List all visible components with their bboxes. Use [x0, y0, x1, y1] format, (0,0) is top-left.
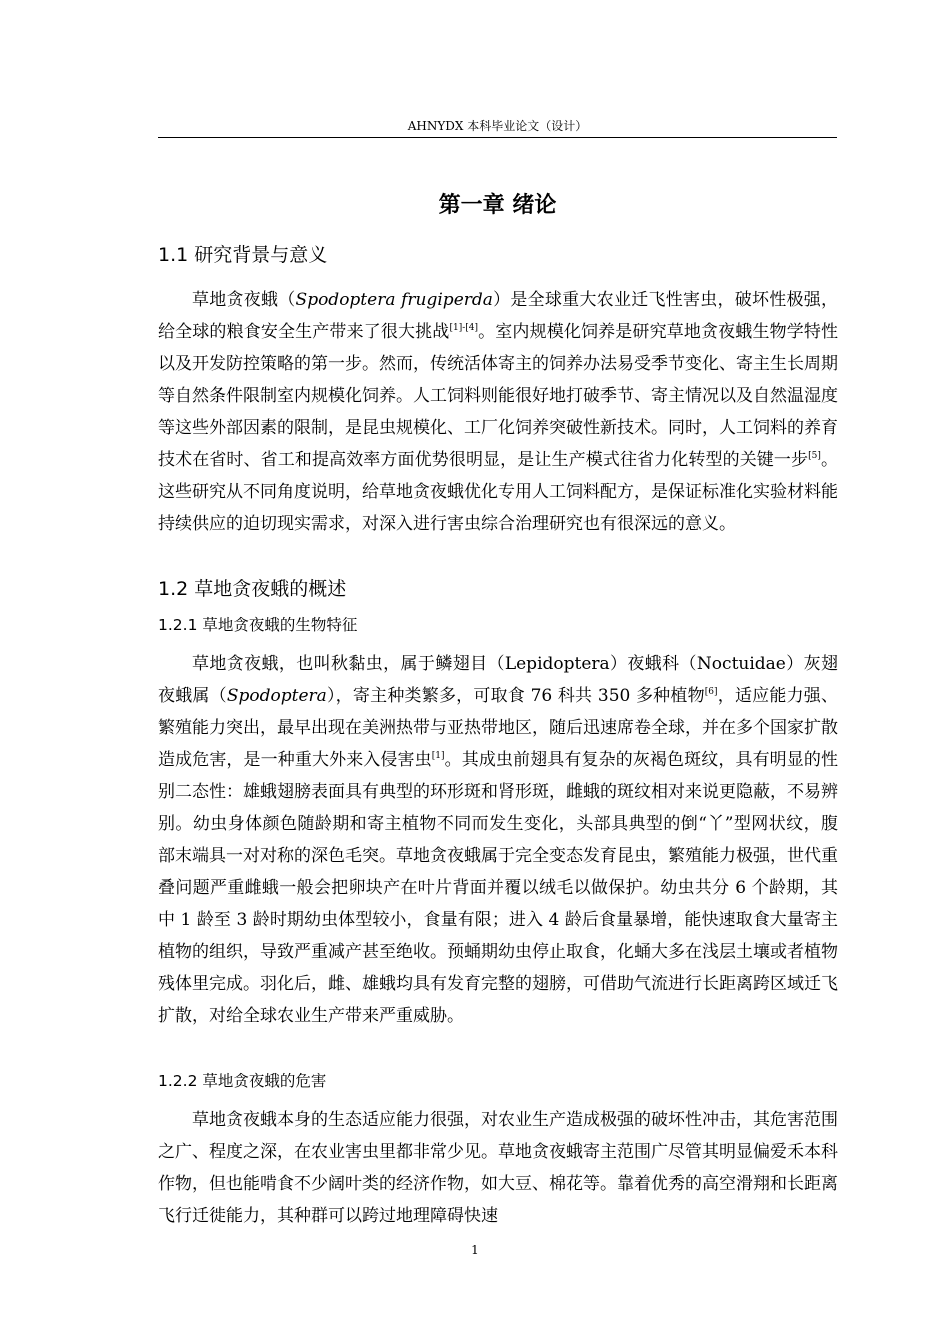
text-run: ）是全球重大农业迁飞性害虫，破坏性极强，给全球的粮食安全生产带来了很大挑战 — [158, 290, 839, 342]
citation: [1]-[4] — [449, 323, 478, 333]
text-run: 。室内规模化饲养是研究草地贪夜蛾生物学特性以及开发防控策略的第一步。然而，传统活体寄主的饲养办法易受季节变化、寄主生长周期等自然条件限制室内规模化饲养。人工饲料则能很好地打破季节、寄主情况以及自然温湿度等这些外部因素的限制，是昆虫规模化、工厂化饲养突破性新技术。同时，人工饲料的养育技术在省时、省工和提高效率方面优势很明显，是让生产模式往省力化转型的关键一步 — [158, 322, 839, 470]
text-run: ，适应能力强、繁殖能力突出，最早出现在美洲热带与亚热带地区，随后迅速席卷全球，并在多个国家扩散造成危害，是一种重大外来入侵害虫 — [158, 686, 838, 770]
scientific-name: Spodoptera frugiperda — [295, 290, 493, 310]
citation: [1] — [431, 751, 445, 761]
section-heading-1-1: 1.1 研究背景与意义 — [158, 244, 328, 266]
header-rule — [158, 137, 837, 138]
section-heading-1-2: 1.2 草地贪夜蛾的概述 — [158, 578, 347, 600]
paragraph-biology — [158, 648, 838, 1032]
text-run: 。其成虫前翅具有复杂的灰褐色斑纹，具有明显的性别二态性：雄蛾翅膀表面具有典型的环形斑和肾形斑，雌蛾的斑纹相对来说更隐蔽，不易辨别。幼虫身体颜色随龄期和寄主植物不同而发生变化，头部具典型的倒“丫”型网状纹，腹部末端具一对对称的深色毛突。草地贪夜蛾属于完全变态发育昆虫，繁殖能力极强，世代重叠问题严重雌蛾一般会把卵块产在叶片背面并覆以绒毛以做保护。幼虫共分 6 个龄期，其中 1 龄至 3 龄时期幼虫体型较小，食量有限；进入 4 龄后食量暴增，能快速取食大量寄主植物的组织，导致严重减产甚至绝收。预蛹期幼虫停止取食，化蛹大多在浅层土壤或者植物残体里完成。羽化后，雌、雄蛾均具有发育完整的翅膀，可借助气流进行长距离跨区域迁飞扩散，对给全球农业生产带来严重威胁。 — [158, 750, 839, 1026]
citation: [5] — [808, 451, 821, 461]
paragraph-background — [158, 284, 838, 540]
subsection-heading-1-2-2: 1.2.2 草地贪夜蛾的危害 — [158, 1072, 327, 1090]
running-header: AHNYDX 本科毕业论文（设计） — [407, 119, 588, 133]
text-run: ），寄主种类繁多，可取食 76 科共 350 多种植物 — [326, 686, 705, 706]
chapter-title: 第一章 绪论 — [438, 193, 557, 218]
text-run: 。这些研究从不同角度说明，给草地贪夜蛾优化专用人工饲料配方，是保证标准化实验材料能持续供应的迫切现实需求，对深入进行害虫综合治理研究也有很深远的意义。 — [158, 450, 838, 534]
page-number: 1 — [471, 1243, 479, 1257]
text-run: 草地贪夜蛾，也叫秋黏虫，属于鳞翅目（Lepidoptera）夜蛾科（Noctuidae）灰翅夜蛾属（ — [158, 654, 838, 706]
citation: [6] — [704, 687, 718, 697]
subsection-heading-1-2-1: 1.2.1 草地贪夜蛾的生物特征 — [158, 616, 358, 634]
text-run: 草地贪夜蛾（ — [192, 290, 296, 310]
scientific-name: Spodoptera — [226, 686, 327, 706]
paragraph-harm: 草地贪夜蛾本身的生态适应能力很强，对农业生产造成极强的破坏性冲击，其危害范围之广、程度之深，在农业害虫里都非常少见。草地贪夜蛾寄主范围广尽管其明显偏爱禾本科作物，但也能啃食不少阔叶类的经济作物，如大豆、棉花等。靠着优秀的高空滑翔和长距离飞行迁徙能力，其种群可以跨过地理障碍快速 — [158, 1110, 838, 1226]
